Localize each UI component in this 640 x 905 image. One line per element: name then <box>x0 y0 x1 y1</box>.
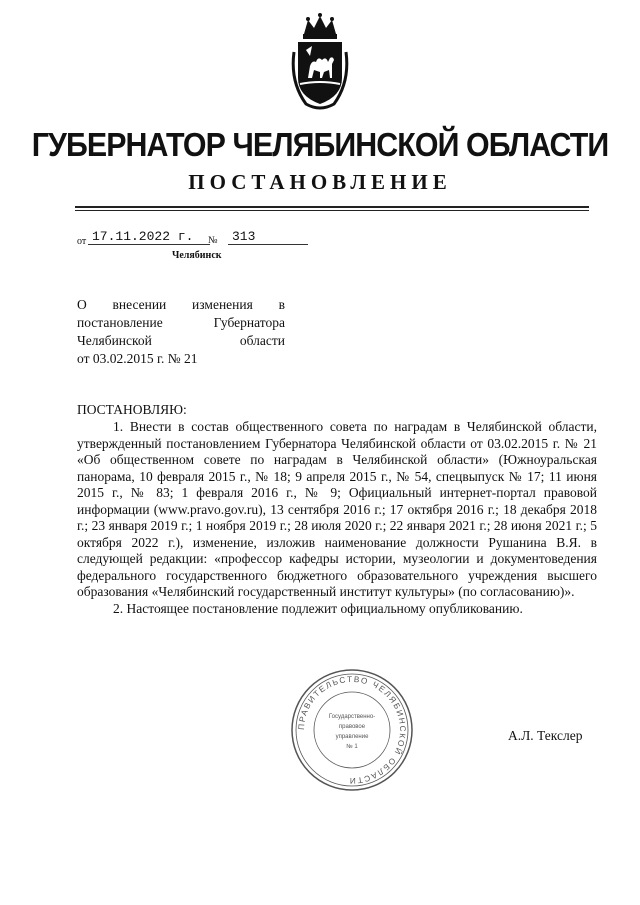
subject-line: О внесении изменения в <box>77 297 285 312</box>
city-label: Челябинск <box>172 250 222 261</box>
subject-line: Челябинской области <box>77 333 285 348</box>
document-type-title: ПОСТАНОВЛЕНИЕ <box>188 170 452 194</box>
body-paragraph-2: 2. Настоящее постановление подлежит официальному опубликованию. <box>113 600 523 616</box>
seal-center-line: правовое <box>338 724 366 730</box>
header-rule-thin <box>75 210 589 211</box>
header-rule-thick <box>75 206 589 208</box>
subject-block <box>77 296 285 368</box>
resolve-heading: ПОСТАНОВЛЯЮ: <box>77 402 187 417</box>
seal-center-line: Государственно- <box>328 714 376 720</box>
seal-center-line: управление <box>335 734 369 740</box>
subject-line: от 03.02.2015 г. № 21 <box>77 351 198 366</box>
document-number: 313 <box>228 229 308 245</box>
number-sign: № <box>208 235 218 246</box>
document-date: 17.11.2022 г. <box>88 229 210 245</box>
body-paragraph-1: 1. Внести в состав общественного совета по наградам в Челябинской области, утвержденный постановлением Губернатора Челябинской области от 03.02.2015 г. № 21 «Об общественном совете по наградам в Челябинской области» (Южноуральская панорама, 10 февраля 2015 г., № 18; 9 апреля 2015 г., № 54, спецвыпуск № 17; 11 июня 2015 г., № 83; 1 февраля 2016 г., № 9; Официальный интернет-портал правовой информации (www.pravo.gov.ru), 13 сентября 2016 г.; 17 октября 2016 г.; 18 декабря 2018 г.; 23 января 2019 г.; 1 ноября 2019 г.; 28 июля 2020 г.; 22 января 2021 г.; 28 июня 2021 г.; 5 октября 2022 г.), изменение, изложив наименование должности Рушанина В.Я. в следующей редакции: «профессор кафедры истории, музеологии и документоведения федерального государственного бюджетного образовательного учреждения высшего образования «Челябинский государственный институт культуры» (по согласованию)». <box>77 419 597 599</box>
coat-of-arms-emblem <box>286 12 354 112</box>
signatory-name: А.Л. Текслер <box>508 728 583 743</box>
authority-title: ГУБЕРНАТОР ЧЕЛЯБИНСКОЙ ОБЛАСТИ <box>31 126 609 163</box>
date-prefix: от <box>77 236 87 247</box>
seal-center-line: № 1 <box>346 744 358 750</box>
seal-ring-text: ПРАВИТЕЛЬСТВО ЧЕЛЯБИНСКОЙ ОБЛАСТИ <box>296 674 408 786</box>
official-seal-stamp <box>288 666 416 794</box>
body-text <box>77 419 597 617</box>
subject-line: постановление Губернатора <box>77 315 285 330</box>
